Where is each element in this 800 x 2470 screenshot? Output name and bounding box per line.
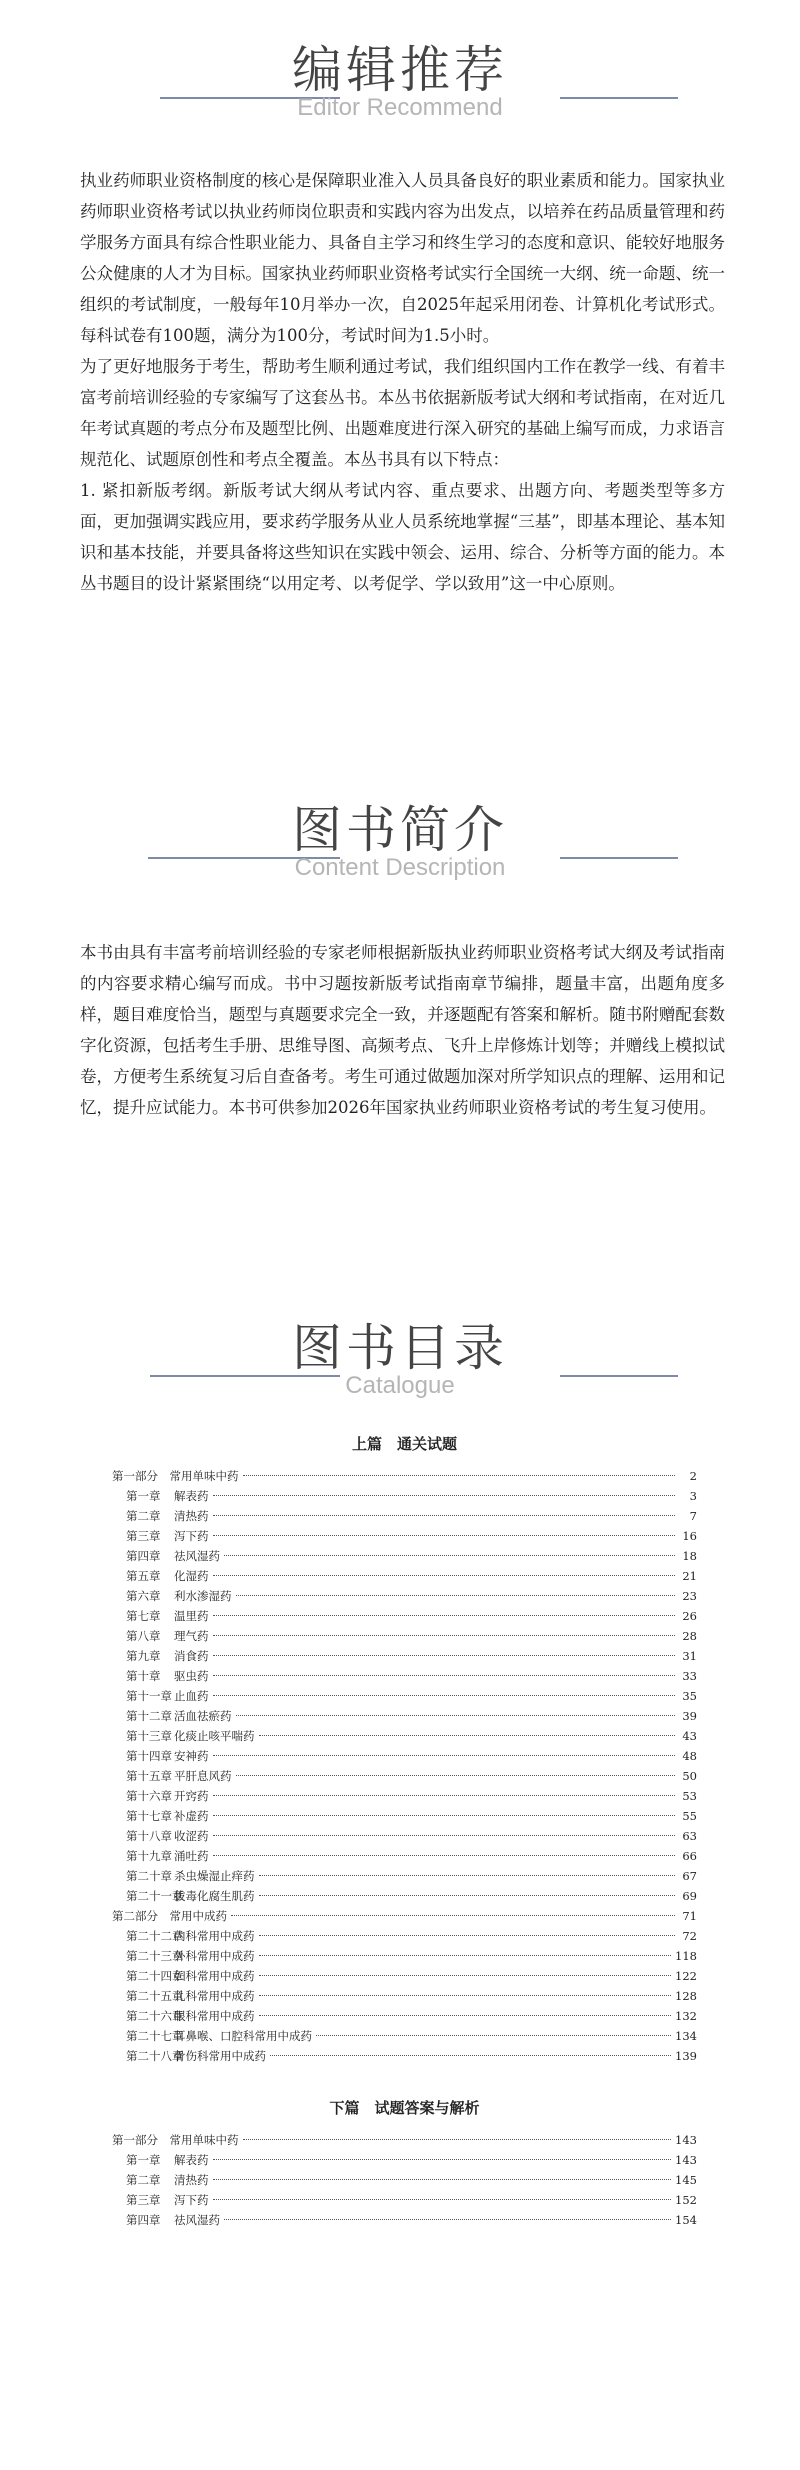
toc-page-number: 128: [675, 1989, 697, 2003]
toc-entry-name: 安神药: [174, 1749, 209, 1763]
toc-entry-label: [112, 1946, 255, 1966]
toc-entry-number: 第二十五章: [126, 1989, 184, 2003]
toc-entry-number: 第一章: [126, 2153, 161, 2167]
toc-entry-label: [112, 1826, 209, 1846]
toc-entry-name: 泻下药: [174, 2193, 209, 2207]
toc-leader-dots: [259, 1955, 672, 1956]
intro-body: [80, 937, 725, 1123]
toc-chapter-row: [112, 2006, 697, 2026]
toc-page-number: 48: [682, 1749, 697, 1763]
toc-entry-name: 理气药: [174, 1629, 209, 1643]
toc-leader-dots: [213, 2179, 672, 2180]
toc-chapter-row: [112, 1826, 697, 1846]
toc-lower-title: 下篇 试题答案与解析: [329, 2099, 480, 2117]
editor-body: [80, 165, 725, 599]
toc-entry-name: 外科常用中成药: [174, 1949, 255, 1963]
toc-entry-name: 清热药: [174, 1509, 209, 1523]
toc-leader-dots: [213, 1855, 676, 1856]
toc-upper-list: [112, 1466, 697, 2066]
toc-entry-label: [112, 1846, 209, 1866]
toc-chapter-row: [112, 1946, 697, 1966]
toc-chapter-row: [112, 1506, 697, 1526]
toc-entry-name: 驱虫药: [174, 1669, 209, 1683]
toc-chapter-row: [112, 1646, 697, 1666]
toc-entry-number: 第七章: [126, 1609, 161, 1623]
toc-entry-number: 第二十六章: [126, 2009, 184, 2023]
toc-entry-number: 第十五章: [126, 1769, 172, 1783]
toc-page-number: 53: [682, 1789, 697, 1803]
toc-chapter-row: [112, 2190, 697, 2210]
toc-leader-dots: [259, 1895, 676, 1896]
toc-leader-dots: [231, 1915, 675, 1916]
toc-entry-label: [112, 1706, 232, 1726]
toc-leader-dots: [213, 1835, 676, 1836]
toc-entry-label: [112, 1786, 209, 1806]
toc-page-number: 71: [682, 1909, 697, 1923]
toc-entry-number: 第三章: [126, 2193, 161, 2207]
toc-entry-name: 常用中成药: [169, 1909, 227, 1923]
toc-entry-name: 化痰止咳平喘药: [174, 1729, 255, 1743]
editor-title-cn: 编辑推荐: [292, 41, 508, 99]
toc-page-number: 143: [675, 2153, 697, 2167]
toc-leader-dots: [316, 2035, 671, 2036]
toc-page-number: 28: [682, 1629, 697, 1643]
toc-entry-label: [112, 1986, 255, 2006]
toc-entry-label: [112, 1866, 255, 1886]
toc-leader-dots: [213, 1495, 676, 1496]
toc-entry-label: [112, 1506, 209, 1526]
toc-entry-name: 涌吐药: [174, 1849, 209, 1863]
toc-chapter-row: [112, 1546, 697, 1566]
toc-entry-number: 第一章: [126, 1489, 161, 1503]
toc-entry-number: 第五章: [126, 1569, 161, 1583]
catalogue-title-cn: 图书目录: [292, 1319, 508, 1377]
toc-entry-label: [112, 1666, 209, 1686]
toc-entry-label: [112, 1766, 232, 1786]
toc-page-number: 21: [682, 1569, 697, 1583]
toc-leader-dots: [213, 1675, 676, 1676]
toc-entry-name: 开窍药: [174, 1789, 209, 1803]
toc-page-number: 35: [682, 1689, 697, 1703]
toc-entry-label: [112, 1926, 255, 1946]
toc-entry-number: 第十九章: [126, 1849, 172, 1863]
toc-entry-name: 妇科常用中成药: [174, 1969, 255, 1983]
toc-lower-list: [112, 2130, 697, 2230]
toc-leader-dots: [213, 1815, 676, 1816]
toc-page-number: 26: [682, 1609, 697, 1623]
toc-entry-number: 第二十四章: [126, 1969, 184, 1983]
catalogue-title-en: Catalogue: [345, 1372, 455, 1399]
toc-entry-label: [112, 1726, 255, 1746]
toc-page-number: 67: [682, 1869, 697, 1883]
toc-leader-dots: [259, 2015, 672, 2016]
toc-page-number: 72: [682, 1929, 697, 1943]
toc-entry-label: [112, 1486, 209, 1506]
toc-page-number: 63: [682, 1829, 697, 1843]
toc-page-number: 69: [682, 1889, 697, 1903]
toc-entry-number: 第十一章: [126, 1689, 172, 1703]
toc-entry-number: 第二部分: [112, 1909, 158, 1923]
toc-chapter-row: [112, 1586, 697, 1606]
toc-chapter-row: [112, 1626, 697, 1646]
toc-entry-name: 活血祛瘀药: [174, 1709, 232, 1723]
toc-leader-dots: [213, 1615, 676, 1616]
toc-entry-number: 第六章: [126, 1589, 161, 1603]
toc-entry-label: [112, 1466, 239, 1486]
toc-chapter-row: [112, 1886, 697, 1906]
toc-chapter-row: [112, 1526, 697, 1546]
toc-part-row: [112, 1466, 697, 1486]
toc-chapter-row: [112, 2046, 697, 2066]
intro-paragraph: 本书由具有丰富考前培训经验的专家老师根据新版执业药师职业资格考试大纲及考试指南的内容要求精心编写而成。书中习题按新版考试指南章节编排，题量丰富，出题角度多样，题目难度恰当，题型与真题要求完全一致，并逐题配有答案和解析。随书附赠配套数字化资源，包括考生手册、思维导图、高频考点、飞升上岸修炼计划等；并赠线上模拟试卷，方便考生系统复习后自查备考。考生可通过做题加深对所学知识点的理解、运用和记忆，提升应试能力。本书可供参加2026年国家执业药师职业资格考试的考生复习使用。: [80, 943, 725, 1117]
toc-entry-number: 第二章: [126, 1509, 161, 1523]
toc-chapter-row: [112, 1566, 697, 1586]
toc-leader-dots: [236, 1775, 676, 1776]
toc-page-number: 3: [689, 1489, 697, 1503]
toc-entry-number: 第三章: [126, 1529, 161, 1543]
toc-entry-label: [112, 1526, 209, 1546]
toc-entry-label: [112, 1566, 209, 1586]
toc-entry-name: 利水渗湿药: [174, 1589, 232, 1603]
toc-entry-number: 第十章: [126, 1669, 161, 1683]
toc-leader-dots: [213, 1755, 676, 1756]
toc-entry-label: [112, 2046, 266, 2066]
toc-leader-dots: [224, 1555, 675, 1556]
toc-entry-label: [112, 1646, 209, 1666]
toc-leader-dots: [243, 1475, 676, 1476]
toc-entry-number: 第二十七章: [126, 2029, 184, 2043]
toc-entry-label: [112, 2130, 239, 2150]
toc-page-number: 132: [675, 2009, 697, 2023]
toc-leader-dots: [213, 1655, 676, 1656]
toc-page-number: 134: [675, 2029, 697, 2043]
toc-leader-dots: [213, 1515, 676, 1516]
toc-entry-name: 温里药: [174, 1609, 209, 1623]
toc-page-number: 7: [689, 1509, 697, 1523]
toc-chapter-row: [112, 1846, 697, 1866]
toc-chapter-row: [112, 1726, 697, 1746]
table-of-contents: [112, 1422, 697, 2230]
toc-entry-label: [112, 1746, 209, 1766]
toc-chapter-row: [112, 2210, 697, 2230]
toc-page-number: 43: [682, 1729, 697, 1743]
toc-entry-name: 泻下药: [174, 1529, 209, 1543]
toc-upper-title: 上篇 通关试题: [351, 1435, 457, 1453]
toc-entry-number: 第二十二章: [126, 1929, 184, 1943]
toc-page-number: 23: [682, 1589, 697, 1603]
toc-entry-label: [112, 2210, 220, 2230]
editor-paragraph-1: 执业药师职业资格制度的核心是保障职业准入人员具备良好的职业素质和能力。国家执业药师职业资格考试以执业药师岗位职责和实践内容为出发点，以培养在药品质量管理和药学服务方面具有综合性职业能力、具备自主学习和终生学习的态度和意识、能较好地服务公众健康的人才为目标。国家执业药师职业资格考试实行全国统一大纲、统一命题、统一组织的考试制度，一般每年10月举办一次，自2025年起采用闭卷、计算机化考试形式。每科试卷有100题，满分为100分，考试时间为1.5小时。: [80, 171, 725, 345]
toc-entry-number: 第十三章: [126, 1729, 172, 1743]
toc-leader-dots: [259, 1735, 676, 1736]
toc-entry-label: [112, 1906, 227, 1926]
toc-entry-label: [112, 2006, 255, 2026]
toc-entry-number: 第二十一章: [126, 1889, 184, 1903]
toc-chapter-row: [112, 1486, 697, 1506]
toc-entry-name: 消食药: [174, 1649, 209, 1663]
toc-leader-dots: [259, 1995, 672, 1996]
toc-entry-name: 眼科常用中成药: [174, 2009, 255, 2023]
toc-chapter-row: [112, 1866, 697, 1886]
toc-entry-number: 第九章: [126, 1649, 161, 1663]
toc-chapter-row: [112, 2026, 697, 2046]
toc-entry-label: [112, 2026, 312, 2046]
editor-title-en: Editor Recommend: [297, 94, 503, 121]
toc-entry-label: [112, 1806, 209, 1826]
toc-entry-name: 内科常用中成药: [174, 1929, 255, 1943]
toc-leader-dots: [259, 1875, 676, 1876]
toc-leader-dots: [259, 1975, 672, 1976]
toc-leader-dots: [243, 2139, 672, 2140]
toc-entry-number: 第八章: [126, 1629, 161, 1643]
toc-leader-dots: [270, 2055, 671, 2056]
toc-entry-number: 第二十八章: [126, 2049, 184, 2063]
toc-entry-number: 第二十三章: [126, 1949, 184, 1963]
toc-page-number: 154: [675, 2213, 697, 2227]
toc-entry-label: [112, 2150, 209, 2170]
editor-paragraph-2: 为了更好地服务于考生，帮助考生顺利通过考试，我们组织国内工作在教学一线、有着丰富考前培训经验的专家编写了这套丛书。本丛书依据新版考试大纲和考试指南，在对近几年考试真题的考点分布及题型比例、出题难度进行深入研究的基础上编写而成，力求语言规范化、试题原创性和考点全覆盖。本丛书具有以下特点：: [80, 357, 725, 469]
toc-chapter-row: [112, 1806, 697, 1826]
intro-title-cn: 图书简介: [292, 801, 508, 859]
toc-leader-dots: [224, 2219, 671, 2220]
toc-leader-dots: [213, 2159, 672, 2160]
toc-chapter-row: [112, 1786, 697, 1806]
intro-title-en: Content Description: [294, 854, 506, 881]
toc-page-number: 66: [682, 1849, 697, 1863]
toc-chapter-row: [112, 1666, 697, 1686]
toc-entry-name: 平肝息风药: [174, 1769, 232, 1783]
toc-entry-number: 第十六章: [126, 1789, 172, 1803]
toc-leader-dots: [213, 1635, 676, 1636]
toc-entry-number: 第十八章: [126, 1829, 172, 1843]
catalogue-section-title: [0, 1318, 800, 1400]
toc-entry-name: 祛风湿药: [174, 1549, 220, 1563]
toc-entry-name: 清热药: [174, 2173, 209, 2187]
editor-section-title: [0, 40, 800, 122]
toc-entry-name: 祛风湿药: [174, 2213, 220, 2227]
toc-entry-number: 第二章: [126, 2173, 161, 2187]
toc-entry-number: 第一部分: [112, 1469, 158, 1483]
editor-paragraph-3: 1. 紧扣新版考纲。新版考试大纲从考试内容、重点要求、出题方向、考题类型等多方面，更加强调实践应用，要求药学服务从业人员系统地掌握“三基”，即基本理论、基本知识和基本技能，并要具备将这些知识在实践中领会、运用、综合、分析等方面的能力。本丛书题目的设计紧紧围绕“以用定考、以考促学、学以致用”这一中心原则。: [80, 481, 725, 593]
toc-chapter-row: [112, 1926, 697, 1946]
toc-leader-dots: [259, 1935, 676, 1936]
toc-page-number: 55: [682, 1809, 697, 1823]
toc-page-number: 152: [675, 2193, 697, 2207]
toc-page-number: 18: [682, 1549, 697, 1563]
toc-entry-name: 拔毒化腐生肌药: [174, 1889, 255, 1903]
toc-entry-label: [112, 1966, 255, 1986]
toc-entry-number: 第十七章: [126, 1809, 172, 1823]
toc-entry-number: 第十二章: [126, 1709, 172, 1723]
toc-entry-label: [112, 1686, 209, 1706]
toc-entry-number: 第四章: [126, 1549, 161, 1563]
toc-page-number: 122: [675, 1969, 697, 1983]
toc-entry-label: [112, 2190, 209, 2210]
toc-leader-dots: [213, 1575, 676, 1576]
toc-chapter-row: [112, 1766, 697, 1786]
toc-entry-label: [112, 1586, 232, 1606]
toc-entry-name: 收涩药: [174, 1829, 209, 1843]
toc-leader-dots: [213, 1795, 676, 1796]
toc-chapter-row: [112, 2150, 697, 2170]
toc-page-number: 16: [682, 1529, 697, 1543]
toc-entry-name: 骨伤科常用中成药: [174, 2049, 266, 2063]
toc-entry-label: [112, 1626, 209, 1646]
toc-chapter-row: [112, 1686, 697, 1706]
toc-entry-name: 常用单味中药: [169, 1469, 239, 1483]
toc-entry-name: 止血药: [174, 1689, 209, 1703]
toc-chapter-row: [112, 1966, 697, 1986]
toc-leader-dots: [213, 2199, 672, 2200]
toc-entry-name: 杀虫燥湿止痒药: [174, 1869, 255, 1883]
toc-entry-name: 补虚药: [174, 1809, 209, 1823]
toc-chapter-row: [112, 1986, 697, 2006]
toc-entry-name: 解表药: [174, 1489, 209, 1503]
toc-part-row: [112, 2130, 697, 2150]
toc-page-number: 118: [675, 1949, 697, 1963]
toc-chapter-row: [112, 2170, 697, 2190]
toc-chapter-row: [112, 1706, 697, 1726]
toc-part-row: [112, 1906, 697, 1926]
toc-page-number: 31: [682, 1649, 697, 1663]
intro-section-title: [0, 800, 800, 882]
toc-entry-name: 解表药: [174, 2153, 209, 2167]
toc-entry-number: 第四章: [126, 2213, 161, 2227]
toc-entry-label: [112, 1606, 209, 1626]
toc-leader-dots: [213, 1535, 676, 1536]
toc-leader-dots: [236, 1595, 676, 1596]
toc-entry-name: 儿科常用中成药: [174, 1989, 255, 2003]
toc-page-number: 39: [682, 1709, 697, 1723]
toc-entry-name: 化湿药: [174, 1569, 209, 1583]
toc-entry-label: [112, 1546, 220, 1566]
toc-entry-label: [112, 2170, 209, 2190]
toc-entry-name: 耳鼻喉、口腔科常用中成药: [174, 2029, 312, 2043]
toc-entry-label: [112, 1886, 255, 1906]
toc-entry-number: 第一部分: [112, 2133, 158, 2147]
toc-page-number: 50: [682, 1769, 697, 1783]
toc-page-number: 2: [689, 1469, 697, 1483]
toc-chapter-row: [112, 1606, 697, 1626]
toc-leader-dots: [236, 1715, 676, 1716]
toc-leader-dots: [213, 1695, 676, 1696]
toc-chapter-row: [112, 1746, 697, 1766]
toc-page-number: 145: [675, 2173, 697, 2187]
toc-entry-number: 第二十章: [126, 1869, 172, 1883]
toc-entry-name: 常用单味中药: [169, 2133, 239, 2147]
toc-entry-number: 第十四章: [126, 1749, 172, 1763]
toc-page-number: 143: [675, 2133, 697, 2147]
toc-page-number: 139: [675, 2049, 697, 2063]
toc-page-number: 33: [682, 1669, 697, 1683]
